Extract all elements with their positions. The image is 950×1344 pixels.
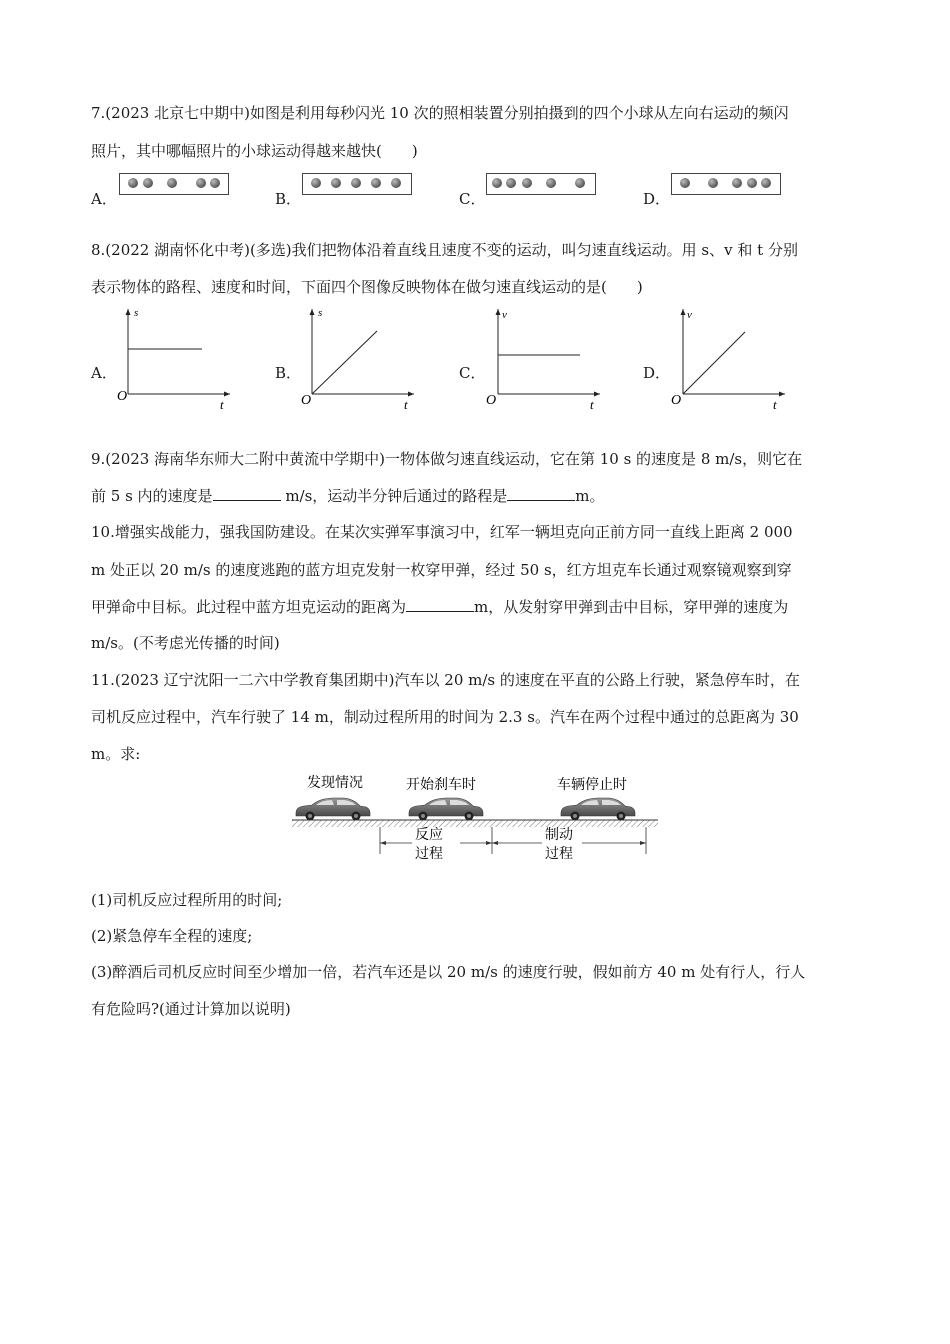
q8-option-a-label: A． bbox=[91, 364, 117, 382]
ball bbox=[196, 178, 206, 188]
car-icon bbox=[409, 798, 483, 821]
x-axis-label: t bbox=[773, 397, 777, 412]
origin-label: O bbox=[117, 389, 128, 404]
q8-graph-b bbox=[296, 304, 418, 414]
q10-text-part-a: 甲弹命中目标。此过程中蓝方坦克运动的距离为 bbox=[91, 598, 407, 616]
q10-text-line3 bbox=[91, 596, 788, 617]
ball bbox=[167, 178, 177, 188]
ball bbox=[331, 178, 341, 188]
y-axis-label: v bbox=[687, 309, 692, 321]
ball bbox=[128, 178, 138, 188]
ball bbox=[708, 178, 718, 188]
ball bbox=[391, 178, 401, 188]
q8-text-line1: 8.(2022 湖南怀化中考)(多选)我们把物体沿着直线且速度不变的运动，叫匀速直线运动。用 s、v 和 t 分别 bbox=[91, 241, 798, 259]
label-discover: 发现情况 bbox=[307, 776, 363, 791]
answer-blank[interactable] bbox=[213, 486, 281, 501]
ball bbox=[747, 178, 757, 188]
ball bbox=[311, 178, 321, 188]
y-axis-label: s bbox=[318, 307, 323, 319]
answer-blank[interactable] bbox=[406, 597, 474, 612]
road bbox=[292, 820, 658, 827]
q7-text-line1: 7.(2023 北京七中期中)如图是利用每秒闪光 10 次的照相装置分别拍摄到的四个小球从左向右运动的频闪 bbox=[91, 104, 789, 122]
braking-label-top: 制动 bbox=[545, 828, 573, 843]
origin-label: O bbox=[301, 393, 312, 408]
ball bbox=[522, 178, 532, 188]
origin-label: O bbox=[486, 393, 497, 408]
q9-text-part-c: m。 bbox=[575, 487, 605, 505]
q7-option-b-photo bbox=[302, 173, 412, 195]
y-axis-label: s bbox=[134, 307, 139, 319]
ball bbox=[143, 178, 153, 188]
graph-line bbox=[683, 332, 745, 394]
q11-sub3-line2: 有危险吗?(通过计算加以说明) bbox=[91, 1000, 291, 1018]
q7-option-a-label: A． bbox=[91, 190, 117, 208]
ball bbox=[761, 178, 771, 188]
q10-text-part-b: m，从发射穿甲弹到击中目标，穿甲弹的速度为 bbox=[474, 598, 789, 616]
ball bbox=[680, 178, 690, 188]
q7-option-d-label: D． bbox=[643, 190, 671, 208]
q11-sub3-line1: (3)醉酒后司机反应时间至少增加一倍，若汽车还是以 20 m/s 的速度行驶，假如前方 40 m 处有行人，行人 bbox=[91, 963, 806, 981]
ball bbox=[732, 178, 742, 188]
q7-option-c-photo bbox=[486, 173, 596, 195]
ball bbox=[506, 178, 516, 188]
car-icon bbox=[561, 798, 635, 821]
ball bbox=[210, 178, 220, 188]
braking-figure bbox=[292, 770, 660, 866]
reaction-label-top: 反应 bbox=[415, 828, 443, 843]
ball bbox=[575, 178, 585, 188]
q7-text-line2: 照片，其中哪幅照片的小球运动得越来越快( ) bbox=[91, 142, 418, 160]
q7-option-b-label: B． bbox=[275, 190, 302, 208]
y-axis-label: v bbox=[502, 309, 507, 321]
q7-option-a-photo bbox=[119, 173, 229, 195]
q10-text-line1: 10.增强实战能力，强我国防建设。在某次实弹军事演习中，红军一辆坦克向正前方同一直线上距离 2 000 bbox=[91, 523, 793, 541]
answer-blank[interactable] bbox=[507, 486, 575, 501]
x-axis-label: t bbox=[220, 397, 224, 412]
q8-option-d-label: D． bbox=[643, 364, 671, 382]
ball bbox=[546, 178, 556, 188]
graph-line bbox=[312, 331, 377, 394]
q8-graph-d bbox=[667, 304, 789, 414]
q11-text-line2: 司机反应过程中，汽车行驶了 14 m，制动过程所用的时间为 2.3 s。汽车在两个过程中通过的总距离为 30 bbox=[91, 708, 799, 726]
origin-label: O bbox=[671, 393, 682, 408]
q7-option-d-photo bbox=[671, 173, 781, 195]
q8-option-c-label: C． bbox=[459, 364, 486, 382]
q10-text-line2: m 处正以 20 m/s 的速度逃跑的蓝方坦克发射一枚穿甲弹，经过 50 s，红方坦克车长通过观察镜观察到穿 bbox=[91, 561, 792, 579]
q11-sub2: (2)紧急停车全程的速度; bbox=[91, 927, 253, 945]
ball bbox=[371, 178, 381, 188]
label-brake-start: 开始刹车时 bbox=[406, 778, 476, 793]
ball bbox=[492, 178, 502, 188]
label-stop: 车辆停止时 bbox=[557, 778, 627, 793]
braking-label-bottom: 过程 bbox=[545, 847, 573, 862]
q9-text-part-b: m/s，运动半分钟后通过的路程是 bbox=[280, 487, 508, 505]
q9-text-line1: 9.(2023 海南华东师大二附中黄流中学期中)一物体做匀速直线运动，它在第 10 s 的速度是 8 m/s，则它在 bbox=[91, 450, 803, 468]
q8-text-line2: 表示物体的路程、速度和时间，下面四个图像反映物体在做匀速直线运动的是( ) bbox=[91, 278, 643, 296]
q8-option-b-label: B． bbox=[275, 364, 302, 382]
q9-text-part-a: 前 5 s 内的速度是 bbox=[91, 487, 213, 505]
q11-text-line1: 11.(2023 辽宁沈阳一二六中学教育集团期中)汽车以 20 m/s 的速度在平直的公路上行驶，紧急停车时，在 bbox=[91, 671, 800, 689]
reaction-label-bottom: 过程 bbox=[415, 847, 443, 862]
q11-sub1: (1)司机反应过程所用的时间; bbox=[91, 891, 283, 909]
q9-text-line2 bbox=[91, 485, 605, 506]
q10-text-line4: m/s。(不考虑光传播的时间) bbox=[91, 634, 280, 652]
q7-option-c-label: C． bbox=[459, 190, 486, 208]
q8-graph-a bbox=[112, 304, 234, 414]
q11-text-line3: m。求: bbox=[91, 745, 141, 763]
x-axis-label: t bbox=[404, 397, 408, 412]
q8-graph-c bbox=[482, 304, 604, 414]
x-axis-label: t bbox=[590, 397, 594, 412]
car-icon bbox=[296, 798, 370, 821]
ball bbox=[351, 178, 361, 188]
